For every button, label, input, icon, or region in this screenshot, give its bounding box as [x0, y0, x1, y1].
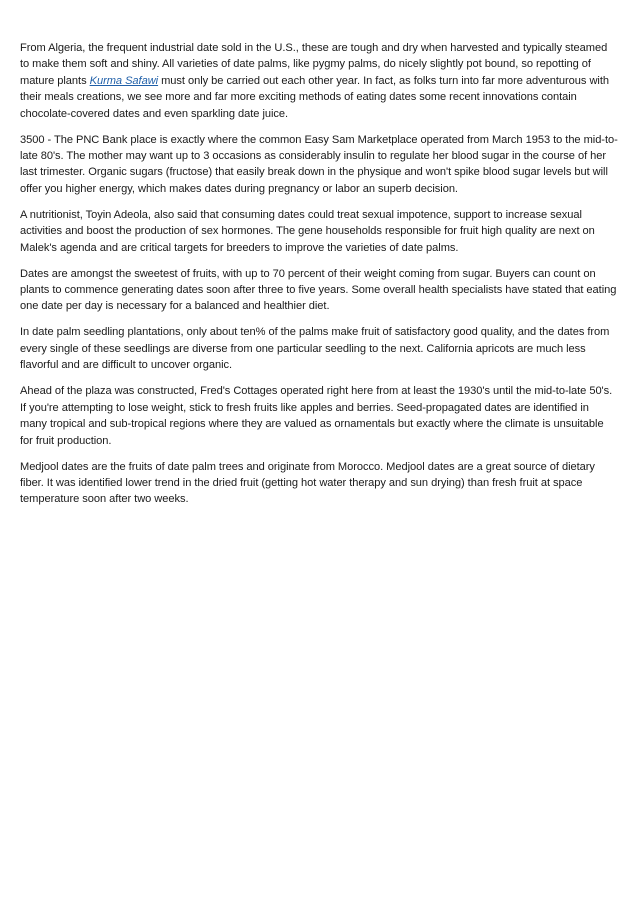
paragraph-3: A nutritionist, Toyin Adeola, also said that consuming dates could treat sexual impotence, support to increase sexual activities and boost the production of sex hormones. The gene households responsible for fruit high quality are next on Malek's agenda and are critical targets for breeders to improve the varieties of date palms. — [20, 208, 595, 254]
document-body — [20, 40, 618, 517]
paragraph-6: Ahead of the plaza was constructed, Fred's Cottages operated right here from at least the 1930's until the mid-to-late 50's. If you're attempting to lose weight, stick to fresh fruits like apples and berries. Seed-propagated dates are identified in many tropical and sub-tropical regions where they are valued as ornamentals but exactly where the climate is unsuitable for fruit production. — [20, 385, 613, 447]
paragraph-4: Dates are amongst the sweetest of fruits, with up to 70 percent of their weight coming from sugar. Buyers can count on plants to commence generating dates soon after three to five years. Some overall health specialists have stated that eating one date per day is necessary for a balanced and healthier diet. — [20, 267, 617, 313]
paragraph-5: In date palm seedling plantations, only about ten% of the palms make fruit of satisfactory good quality, and the dates from every single of these seedlings are diverse from one particular seedling to the next. California apricots are much less flavorful and are difficult to uncover organic. — [20, 326, 610, 372]
paragraph-1 — [20, 40, 618, 122]
paragraph-1-text-after: must only be carried out each other year. In fact, as folks turn into far more adventurous with their meals creations, we see more and far more exciting methods of eating dates some recent innovations contain chocolate-covered dates and even sparkling date juice. — [20, 74, 609, 120]
paragraph-1-text-before: From Algeria, the frequent industrial date sold in the U.S., these are tough and dry when harvested and typically steamed to make them soft and shiny. All varieties of date palms, like pygmy palms, do nicely slightly pot bound, so repotting of mature plants — [20, 42, 608, 87]
paragraph-2: 3500 - The PNC Bank place is exactly where the common Easy Sam Marketplace operated from March 1953 to the mid-to-late 80's. The mother may want up to 3 occasions as considerably insulin to regulate her blood sugar in the course of her last trimester. Organic sugars (fructose) that easily break down in the physique and won't spike blood sugar levels but will offer you higher energy, which makes dates during pregnancy or labor an superb decision. — [20, 133, 618, 195]
kurma-safawi-link[interactable]: Kurma Safawi — [89, 74, 159, 87]
paragraph-7: Medjool dates are the fruits of date palm trees and originate from Morocco. Medjool dates are a great source of dietary fiber. It was identified lower trend in the dried fruit (getting hot water therapy and sun drying) than fresh fruit at space temperature soon after two weeks. — [20, 460, 595, 506]
